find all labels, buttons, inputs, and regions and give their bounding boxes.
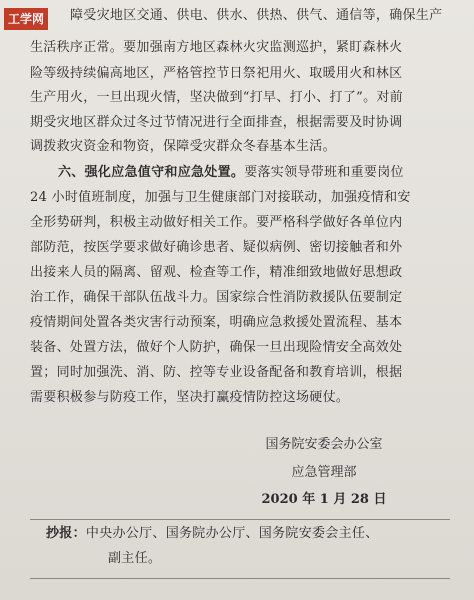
- body-line: 生活秩序正常。要加强南方地区森林火灾监测巡护，紧盯森林火: [30, 40, 403, 55]
- body-line: 期受灾地区群众过冬过节情况进行全面排查，根据需要及时协调: [30, 115, 403, 130]
- cc-line-1: [46, 524, 450, 544]
- section-6-first-line: [58, 163, 450, 183]
- body-line: 出接来人员的隔离、留观、检查等工作，精准细致地做好思想政: [30, 265, 403, 280]
- body-line: 装备、处置方法，做好个人防护，确保一旦出现险情安全高效处: [30, 340, 403, 355]
- body-line: 障受灾地区交通、供电、供水、供热、供气、通信等，确保生产: [70, 8, 443, 23]
- body-line: 全形势研判，积极主动做好相关工作。要严格科学做好各单位内: [30, 215, 403, 230]
- body-line: 治工作，确保干部队伍战斗力。国家综合性消防救援队伍要制定: [30, 290, 403, 305]
- signature-date: 2020 年 1 月 28 日: [261, 492, 387, 507]
- cc-label: 抄报：: [46, 526, 86, 541]
- body-line: 置；同时加强洗、消、防、控等专业设备配备和教育培训，根据: [30, 365, 403, 380]
- signature-org-1: 国务院安委会办公室: [265, 437, 383, 452]
- body-line: 险等级持续偏高地区，严格管控节日祭祀用火、取暖用火和林区: [30, 66, 403, 81]
- cc-line-2: 副主任。: [108, 551, 162, 566]
- body-line: 24 小时值班制度，加强与卫生健康部门对接联动，加强疫情和安: [30, 190, 411, 205]
- body-line: 生产用火，一旦出现火情，坚决做到“打早、打小、打了”。对前: [30, 90, 403, 105]
- signature-org-2: 应急管理部: [291, 465, 357, 480]
- section-6-heading: 六、强化应急值守和应急处置。: [58, 165, 245, 180]
- body-line: 疫情期间处置各类灾害行动预案，明确应急救援处置流程、基本: [30, 315, 403, 330]
- body-line: 需要积极参与防疫工作，坚决打赢疫情防控这场硬仗。: [30, 390, 350, 405]
- body-line: 调拨救灾资金和物资，保障受灾群众冬春基本生活。: [30, 139, 336, 154]
- section-6-text: 要落实领导带班和重要岗位: [244, 165, 404, 180]
- cc-recipients: 中央办公厅、国务院办公厅、国务院安委会主任、: [85, 526, 379, 541]
- divider-line: [30, 578, 450, 579]
- body-line: 部防范，按医学要求做好确诊患者、疑似病例、密切接触者和外: [30, 240, 403, 255]
- divider-line: [30, 519, 450, 520]
- watermark-logo: 工学网: [4, 8, 48, 30]
